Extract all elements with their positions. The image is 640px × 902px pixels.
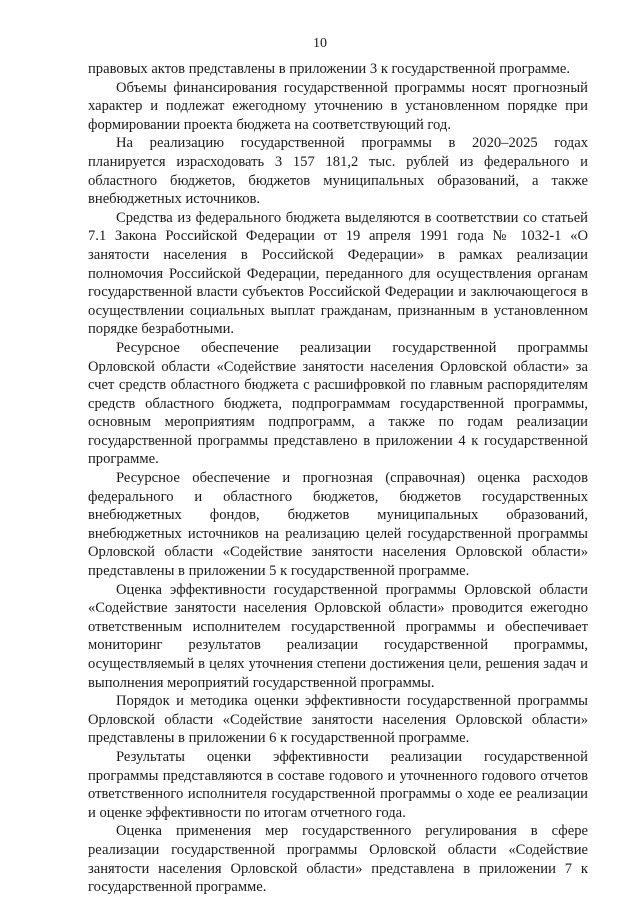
page-number: 10 xyxy=(313,36,327,51)
paragraph-regulation-measures: Оценка применения мер государственного регулирования в сфере реализации государственной программы Орловской области «Содействие занятости населения Орловской области» представлена в приложении 7 к государственной программе. xyxy=(88,823,588,896)
paragraph-continuation: правовых актов представлены в приложении 3 к государственной программе. xyxy=(88,61,570,77)
paragraph-financing-forecast: Объемы финансирования государственной программы носят прогнозный характер и подлежат ежегодному уточнению в установленном порядке при формировании проекта бюджета на соответствующий год. xyxy=(88,79,588,133)
paragraph-efficiency-evaluation: Оценка эффективности государственной программы Орловской области «Содействие занятости населения Орловской области» проводится ежегодно ответственным исполнителем государственной программы и обеспечивает мониторинг результатов реализации государственной программы, осуществляемый в целях уточнения степени достижения цели, решения задач и выполнения мероприятий государственной программы. xyxy=(88,581,588,691)
paragraph-forecast-assessment: Ресурсное обеспечение и прогнозная (справочная) оценка расходов федерального и областного бюджетов, бюджетов государственных внебюджетных фондов, бюджетов муниципальных образований, внебюджетных источников на реализацию целей государственной программы Орловской области «Содействие занятости населения Орловской области» представлены в приложении 5 к государственной программе. xyxy=(88,470,588,580)
paragraph-evaluation-methodology: Порядок и методика оценки эффективности государственной программы Орловской области «Содействие занятости населения Орловской области» представлены в приложении 6 к государственной программе. xyxy=(88,693,588,747)
paragraph-evaluation-results: Результаты оценки эффективности реализации государственной программы представляются в составе годового и уточненного годового отчетов ответственного исполнителя государственной программы о ходе ее реализации и оценке эффективности по итогам отчетного года. xyxy=(88,748,588,821)
paragraph-federal-funds: Средства из федерального бюджета выделяются в соответствии со статьей 7.1 Закона Российской Федерации от 19 апреля 1991 года № 1032-1 «О занятости населения в Российской Федерации» в рамках реализации полномочия Российской Федерации, переданного для осуществления органам государственной власти субъектов Российской Федерации и заключающегося в осуществлении социальных выплат гражданам, признанным в установленном порядке безработными. xyxy=(88,209,588,338)
document-body xyxy=(88,60,588,897)
paragraph-total-funding: На реализацию государственной программы в 2020–2025 годах планируется израсходовать 3 157 181,2 тыс. рублей из федерального и областного бюджетов, бюджетов муниципальных образований, а также внебюджетных источников. xyxy=(88,135,588,208)
paragraph-regional-resources: Ресурсное обеспечение реализации государственной программы Орловской области «Содействие занятости населения Орловской области» за счет средств областного бюджета с расшифровкой по главным распорядителям средств областного бюджета, подпрограммам государственной программы, основным мероприятиям подпрограмм, а также по годам реализации государственной программы представлено в приложении 4 к государственной программе. xyxy=(88,339,588,468)
